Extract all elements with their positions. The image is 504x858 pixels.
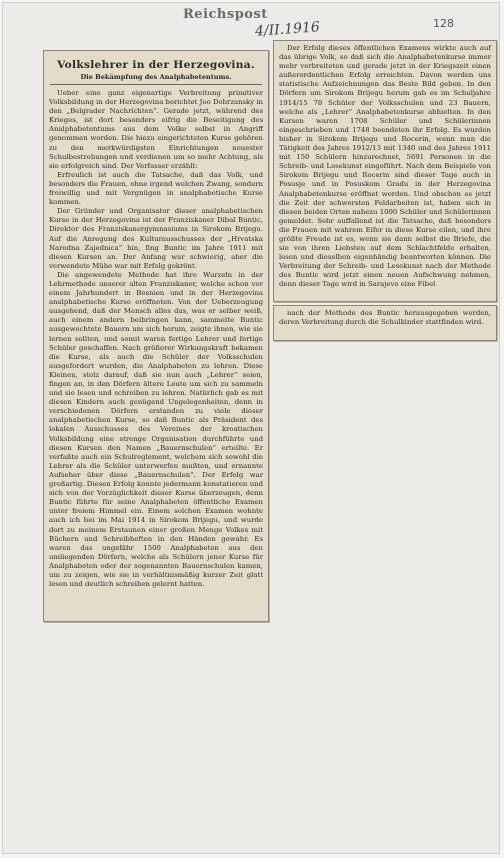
newspaper-name: Reichspost: [183, 7, 268, 22]
article-title: Volkslehrer in der Herzegovina.: [57, 59, 255, 71]
paragraph: Der Gründer und Organisator dieser analphabetischen Kurse in der Herzegovina ist der Franziskaner Dibal Buntic, Direktor des Franziskanergymnasiums in Sirokom Brijegu. Auf die Anregung des Kulturausschusses der „Hrvatska Narodna Zajednica“ hin, fing Buntic im Jahre 1911 mit diesen Kursen an. Der Anfang war schwierig, aber die verwendete Mühe war mit Erfolg gekrönt.: [49, 207, 263, 270]
paragraph: Die angewendete Methode hat ihre Wurzeln in der Lehrmethode unserer alten Franziskaner, welche schon vor einem Jahrhundert in Bosnien und in der Herzegovina analphabetische Kurse eröffneten. Von der Ueberzeugung ausgehend, daß der Mensch alles das, was er selber weiß, auch einem andern beibringen kann, sammelte Buntic ausgewechtete Bauern um sich herum, zeigte ihnen, wie sie lernen sollten, und somit waren fertige Lehrer und fertige Schüler geschaffen. Nach größerer Wirkungskraft bekamen die Kurse, als auch die Schüler der Volksschulen ausgefordert wurden, die Analphabeten zu lehren. Diese Kleinen, stolz darauf, daß sie nun auch „Lehrer“ seien, fingen an, in den Dörfern ältere Leute um sich zu sammeln und sie lesen und schreiben zu lehren. Natürlich gab es mit diesen Kindern auch genügend Ungelegenheiten, denn in verschiedenen Dörfern erstanden zu viele dieser analphabetischen Kurse, so daß Buntic als Präsident des lokalen Ausschusses des Vereines der kroatischen Volksbildung eine strenge Organisation durchführte und diesen Kursen den Namen „Bauernschulen“ erteilte. Er verfaßte auch ein Schulreglement, welchem sich sowohl die Lehrer als die Schüler unterwerfen mußten, und ernannte Aufseher über diese „Bauernschulen“. Der Erfolg war großartig. Diesen Erfolg konnte jedermann konstatieren und sich von der Vorzüglichkeit dieser Kurse überzeugen, denn Buntic führte für seine Analphabeten öffentliche Examen unter freiem Himmel ein. Einem solchen Examen wohnte auch ich bei im Mai 1914 in Sirokom Brijegu, und wurde dort zu meinem Erstaunen einer großen Menge Volkes mit Büchern und Schreibheften in den Händen gewahr. Es waren das ungefähr 1500 Analphabeten aus den umliegenden Dörfern, welche als Schülern jener Kurse für Analphabeten oder der sogenannten Bauernschulen kamen, um zu zeigen, wie sie in verhältnismäßig kurzer Zeit glatt lesen und deutlich schreiben gelernt hatten.: [49, 270, 263, 589]
paragraph: Ueber eine ganz eigenartige Verbreitung primitiver Volksbildung in der Herzegovina berichtet Joo Dobrzansky in den „Belgrader Nachrichten“. Gerade jetzt, während des Krieges, ist dort besonders eifrig die Beseitigung des Analphabetentums aus dem Volke selbst in Angriff genommen worden. Die hiezu eingerichteten Kurse gehören zu den merkwürdigsten Einrichtungen neuester Schulbestrebungen und verdienen um so mehr Achtung, als sie erfolgreich sind. Der Verfasser erzählt:: [49, 89, 263, 170]
paragraph: Erfreulich ist auch die Tatsache, daß das Volk, und besonders die Frauen, ohne irgend welchen Zwang, sondern freiwillig und mit Vergnügen in analphabetische Kurse kommen.: [49, 170, 263, 207]
clipping-right-column: [273, 40, 497, 302]
archive-number: 128: [433, 17, 454, 30]
continuation-text: [279, 309, 491, 327]
left-column-text: [49, 89, 263, 589]
handwritten-date: 4/II.1916: [254, 19, 321, 40]
clipping-continuation: [273, 305, 497, 341]
right-column-text: [279, 44, 491, 290]
paragraph: Der Erfolg dieses öffentlichen Examens wirkte auch auf das übrige Volk, so daß sich die Analphabetenkurse immer mehr verbreiteten und gerade jetzt in der Kriegszeit einen außerordentlichen Erfolg erreichten. Davon werden uns statistische Aufzeichnungen das Beste Bild geben. In den Dörfern um Sirokom Brijegu herum gab es im Schuljahre 1914/15 78 Schüler der Volksschulen und 23 Bauern, welche als „Lehrer“ Analphabetenkurse abhielten. In den Kursen waren 1708 Schüler und Schülerinnen eingeschrieben und 1748 beendeten ihr Erfolg. Es wurden bisher in Sirokom Brijegu und Rocerin, wenn man die Tätigkeit des Jahres 1912/13 mit 1340 und des Jahres 1911 mit 150 Schülern hinzurechnet, 5691 Personen in die Schreib- und Lesekunst eingeführt. Nach dem Beispiele von Sirokom Brijegu und Rocerin sind dieser Tage auch in Posusje und in Posuskom Gradu in der Herzegovina Analphabetenkurse eröffnet worden. Und obschon es jetzt die Zeit der schwersten Feldarbeiten ist, haben sich in diesen beiden Orten nahezu 1000 Schüler und Schülerinnen gemeldet. Sehr auffallend ist die Tatsache, daß besonders die Frauen mit wahrem Eifer in diese Kurse eilen, und ihre größte Freude ist es, wenn sie dann selbst die Briefe, die sie von ihren Liebsten auf dem Schlachtfelde erhalten, lesen und dieselben eigenhändig beantworten können. Die Verbreitung der Schreib- und Lesekunst nach der Methode des Buntic wird jetzt einen neuen Aufschwung nehmen, denn dieser Tage wird in Sarajevo eine Fibel: [279, 44, 491, 289]
archive-sheet: [2, 2, 500, 854]
paragraph: nach der Methode des Buntic herausgegeben werden, deren Verbreitung durch die Schulkinder stattfinden wird.: [279, 309, 491, 327]
article-subtitle: Die Bekämpfung des Analphabetentums.: [50, 73, 262, 85]
clipping-left-column: [43, 50, 269, 622]
